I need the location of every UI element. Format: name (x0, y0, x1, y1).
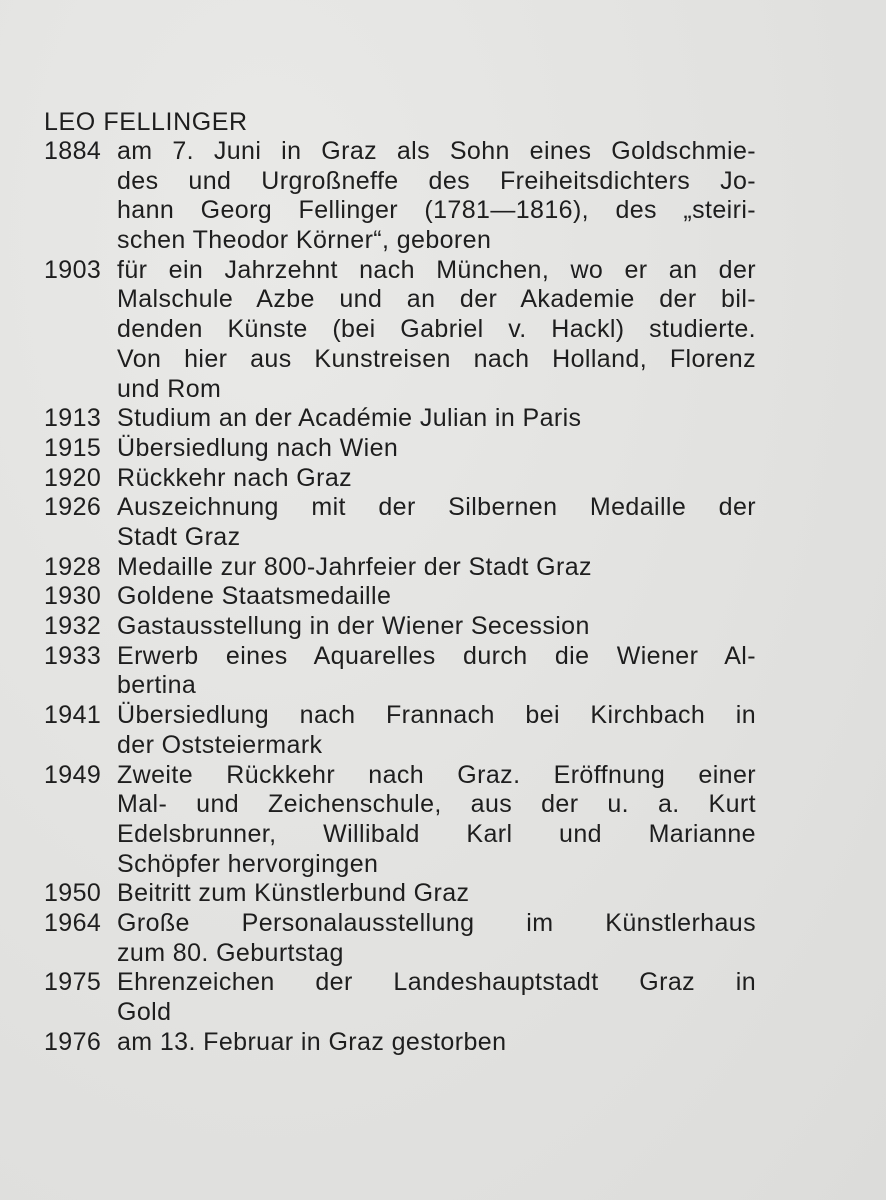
entry-text-line: und Rom (117, 374, 222, 403)
entry-text-line: Rückkehr nach Graz (117, 463, 353, 492)
entry-year: 1903 (44, 255, 102, 284)
entry-text (117, 137, 756, 256)
entry-text-line: Übersiedlung nach Frannach bei Kirchbach in (117, 701, 756, 730)
chronology-entry (44, 582, 756, 612)
chronology-entry (44, 137, 756, 256)
entry-text (117, 642, 756, 701)
entry-year: 1949 (44, 760, 102, 789)
entry-text-line: schen Theodor Körner“, geboren (117, 226, 492, 255)
entry-text-line: Übersiedlung nach Wien (117, 433, 399, 462)
entry-text-line: des und Urgroßneffe des Freiheitsdichters Jo- (117, 166, 756, 195)
entry-year: 1915 (44, 433, 102, 462)
chronology-entry (44, 493, 756, 552)
entry-year: 1928 (44, 552, 102, 581)
entry-year: 1926 (44, 493, 102, 522)
entry-text-line: Schöpfer hervorgingen (117, 849, 379, 878)
chronology-entry (44, 464, 756, 494)
entry-text (117, 553, 756, 583)
entry-text-line: hann Georg Fellinger (1781—1816), des „steiri- (117, 196, 756, 225)
entry-text (117, 1028, 756, 1058)
entry-text-line: zum 80. Geburtstag (117, 938, 344, 967)
chronology-entry (44, 553, 756, 583)
entry-text-line: Mal- und Zeichenschule, aus der u. a. Kurt (117, 790, 756, 819)
entry-text-line: Medaille zur 800-Jahrfeier der Stadt Graz (117, 552, 592, 581)
entry-year: 1964 (44, 908, 102, 937)
entry-year: 1975 (44, 968, 102, 997)
entry-text-line: Große Personalausstellung im Künstlerhaus (117, 908, 756, 937)
chronology-list (44, 137, 756, 1057)
entry-text-line: Erwerb eines Aquarelles durch die Wiener Al- (117, 641, 756, 670)
entry-year: 1932 (44, 612, 102, 641)
chronology-entry (44, 968, 756, 1027)
chronology-entry (44, 256, 756, 404)
entry-text-line: bertina (117, 671, 197, 700)
chronology-entry (44, 404, 756, 434)
entry-text-line: Zweite Rückkehr nach Graz. Eröffnung einer (117, 760, 756, 789)
chronology-entry (44, 612, 756, 642)
entry-year: 1930 (44, 582, 102, 611)
chronology-entry (44, 909, 756, 968)
entry-text (117, 434, 756, 464)
entry-year: 1976 (44, 1027, 102, 1056)
entry-text-line: Auszeichnung mit der Silbernen Medaille der (117, 493, 756, 522)
entry-text (117, 968, 756, 1027)
chronology-entry (44, 761, 756, 880)
entry-text-line: für ein Jahrzehnt nach München, wo er an der (117, 255, 756, 284)
entry-text (117, 761, 756, 880)
biography-text-block (44, 107, 756, 1057)
entry-year: 1950 (44, 879, 102, 908)
entry-year: 1941 (44, 701, 102, 730)
entry-text (117, 493, 756, 552)
entry-text (117, 612, 756, 642)
entry-year: 1933 (44, 641, 102, 670)
entry-text-line: denden Künste (bei Gabriel v. Hackl) studierte. (117, 315, 756, 344)
entry-text-line: Goldene Staatsmedaille (117, 582, 392, 611)
entry-text (117, 879, 756, 909)
entry-text-line: Edelsbrunner, Willibald Karl und Marianne (117, 819, 756, 848)
chronology-entry (44, 879, 756, 909)
entry-year: 1884 (44, 137, 102, 165)
entry-text-line: Ehrenzeichen der Landeshauptstadt Graz in (117, 968, 756, 997)
entry-text-line: Von hier aus Kunstreisen nach Holland, Florenz (117, 344, 756, 373)
entry-text (117, 256, 756, 404)
entry-text-line: der Oststeiermark (117, 730, 323, 759)
entry-text-line: Gastausstellung in der Wiener Secession (117, 612, 590, 641)
entry-text (117, 404, 756, 434)
entry-text-line: Gold (117, 998, 172, 1027)
chronology-entry (44, 1028, 756, 1058)
entry-text-line: am 7. Juni in Graz als Sohn eines Goldschmie- (117, 137, 756, 165)
chronology-entry (44, 701, 756, 760)
chronology-entry (44, 642, 756, 701)
entry-text (117, 464, 756, 494)
chronology-entry (44, 434, 756, 464)
entry-text (117, 701, 756, 760)
entry-text (117, 582, 756, 612)
entry-text-line: Studium an der Académie Julian in Paris (117, 404, 582, 433)
entry-text-line: Beitritt zum Künstlerbund Graz (117, 879, 470, 908)
biography-heading: LEO FELLINGER (44, 108, 248, 136)
entry-text (117, 909, 756, 968)
entry-text-line: am 13. Februar in Graz gestorben (117, 1027, 507, 1056)
entry-year: 1913 (44, 404, 102, 433)
entry-text-line: Stadt Graz (117, 522, 241, 551)
entry-text-line: Malschule Azbe und an der Akademie der bil- (117, 285, 756, 314)
entry-year: 1920 (44, 463, 102, 492)
